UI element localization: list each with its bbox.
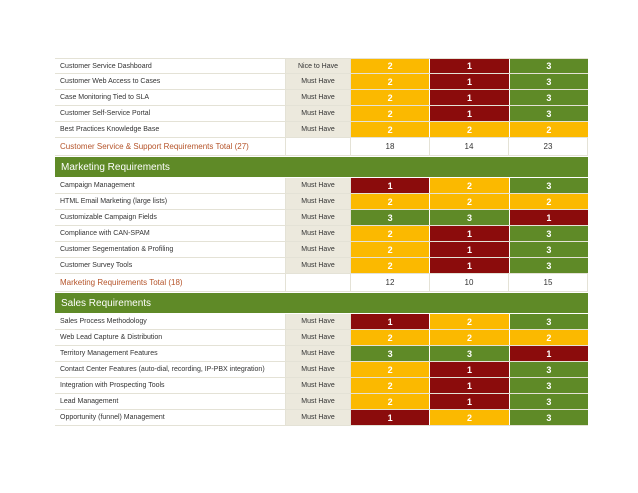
requirement-row — [55, 378, 588, 394]
score-cell: 3 — [430, 346, 509, 361]
priority-cell: Must Have — [285, 90, 351, 105]
requirement-row — [55, 226, 588, 242]
priority-cell: Must Have — [285, 362, 351, 377]
score-cell: 1 — [430, 378, 509, 393]
score-cell: 2 — [351, 106, 430, 121]
requirement-row — [55, 106, 588, 122]
requirement-row — [55, 242, 588, 258]
score-cell: 2 — [351, 226, 430, 241]
score-cell: 1 — [510, 210, 588, 225]
score-cell: 2 — [430, 314, 509, 329]
requirement-name: Sales Process Methodology — [60, 318, 147, 325]
score-cell: 2 — [351, 90, 430, 105]
priority-cell: Must Have — [285, 106, 351, 121]
score-cell: 3 — [510, 378, 588, 393]
requirement-name: HTML Email Marketing (large lists) — [60, 198, 168, 205]
requirement-name: Best Practices Knowledge Base — [60, 126, 160, 133]
score-cell: 1 — [430, 74, 509, 89]
total-priority-blank — [285, 138, 351, 155]
score-cell: 1 — [351, 178, 430, 193]
requirements-table — [55, 58, 588, 426]
priority-cell: Must Have — [285, 258, 351, 273]
score-cell: 3 — [510, 59, 588, 73]
score-cell: 1 — [430, 394, 509, 409]
section-header: Marketing Requirements — [55, 157, 588, 177]
score-cell: 1 — [351, 314, 430, 329]
score-cell: 2 — [351, 74, 430, 89]
total-value: 14 — [430, 138, 509, 155]
requirement-name: Opportunity (funnel) Management — [60, 414, 165, 421]
total-row — [55, 138, 588, 156]
score-cell: 2 — [510, 194, 588, 209]
score-cell: 2 — [430, 330, 509, 345]
requirement-row — [55, 410, 588, 426]
requirement-name: Customer Survey Tools — [60, 262, 133, 269]
total-value: 10 — [430, 274, 509, 291]
priority-cell: Must Have — [285, 410, 351, 425]
total-label: Marketing Requirements Total (18) — [60, 278, 183, 287]
requirement-name: Customizable Campaign Fields — [60, 214, 157, 221]
priority-cell: Nice to Have — [285, 59, 351, 73]
requirement-row — [55, 194, 588, 210]
score-cell: 1 — [430, 226, 509, 241]
score-cell: 1 — [510, 346, 588, 361]
requirement-name: Customer Web Access to Cases — [60, 78, 161, 85]
score-cell: 1 — [430, 258, 509, 273]
requirement-row — [55, 394, 588, 410]
score-cell: 3 — [510, 258, 588, 273]
score-cell: 3 — [510, 90, 588, 105]
score-cell: 3 — [510, 394, 588, 409]
priority-cell: Must Have — [285, 378, 351, 393]
score-cell: 2 — [351, 394, 430, 409]
score-cell: 2 — [430, 194, 509, 209]
requirement-name: Contact Center Features (auto-dial, recording, IP-PBX integration) — [60, 366, 265, 373]
requirement-name: Customer Self-Service Portal — [60, 110, 151, 117]
score-cell: 3 — [510, 410, 588, 425]
score-cell: 3 — [510, 314, 588, 329]
requirement-row — [55, 74, 588, 90]
priority-cell: Must Have — [285, 122, 351, 137]
score-cell: 2 — [351, 122, 430, 137]
score-cell: 2 — [510, 330, 588, 345]
requirement-row — [55, 362, 588, 378]
requirement-name: Web Lead Capture & Distribution — [60, 334, 163, 341]
section-header: Sales Requirements — [55, 293, 588, 313]
score-cell: 2 — [430, 410, 509, 425]
priority-cell: Must Have — [285, 74, 351, 89]
requirement-name: Compliance with CAN-SPAM — [60, 230, 150, 237]
score-cell: 2 — [351, 59, 430, 73]
requirement-name: Lead Management — [60, 398, 119, 405]
score-cell: 3 — [510, 226, 588, 241]
total-row — [55, 274, 588, 292]
requirement-row — [55, 258, 588, 274]
requirement-name: Customer Service Dashboard — [60, 62, 152, 70]
requirement-name: Integration with Prospecting Tools — [60, 382, 165, 389]
score-cell: 3 — [430, 210, 509, 225]
priority-cell: Must Have — [285, 314, 351, 329]
score-cell: 3 — [510, 242, 588, 257]
score-cell: 2 — [351, 362, 430, 377]
requirement-row — [55, 210, 588, 226]
requirement-row — [55, 314, 588, 330]
score-cell: 2 — [510, 122, 588, 137]
priority-cell: Must Have — [285, 226, 351, 241]
requirement-name: Customer Segementation & Profiling — [60, 246, 174, 253]
score-cell: 2 — [351, 330, 430, 345]
requirement-name: Territory Management Features — [60, 350, 158, 357]
requirement-name: Case Monitoring Tied to SLA — [60, 94, 150, 101]
score-cell: 3 — [351, 210, 430, 225]
score-cell: 3 — [510, 362, 588, 377]
total-label: Customer Service & Support Requirements Total (27) — [60, 142, 249, 151]
score-cell: 1 — [430, 90, 509, 105]
requirement-row — [55, 178, 588, 194]
score-cell: 1 — [351, 410, 430, 425]
requirement-name: Campaign Management — [60, 182, 135, 189]
priority-cell: Must Have — [285, 178, 351, 193]
requirement-row — [55, 90, 588, 106]
total-priority-blank — [285, 274, 351, 291]
priority-cell: Must Have — [285, 346, 351, 361]
total-value: 12 — [351, 274, 430, 291]
total-value: 18 — [351, 138, 430, 155]
score-cell: 1 — [430, 106, 509, 121]
score-cell: 2 — [430, 178, 509, 193]
score-cell: 3 — [510, 178, 588, 193]
priority-cell: Must Have — [285, 194, 351, 209]
score-cell: 1 — [430, 59, 509, 73]
priority-cell: Must Have — [285, 394, 351, 409]
total-value: 15 — [509, 274, 588, 291]
priority-cell: Must Have — [285, 242, 351, 257]
score-cell: 3 — [351, 346, 430, 361]
score-cell: 2 — [351, 242, 430, 257]
requirement-row — [55, 346, 588, 362]
total-value: 23 — [509, 138, 588, 155]
score-cell: 1 — [430, 242, 509, 257]
score-cell: 2 — [351, 258, 430, 273]
score-cell: 1 — [430, 362, 509, 377]
score-cell: 2 — [430, 122, 509, 137]
score-cell: 3 — [510, 106, 588, 121]
score-cell: 3 — [510, 74, 588, 89]
priority-cell: Must Have — [285, 210, 351, 225]
requirement-row — [55, 122, 588, 138]
priority-cell: Must Have — [285, 330, 351, 345]
requirement-row — [55, 330, 588, 346]
score-cell: 2 — [351, 194, 430, 209]
score-cell: 2 — [351, 378, 430, 393]
requirement-row — [55, 58, 588, 74]
